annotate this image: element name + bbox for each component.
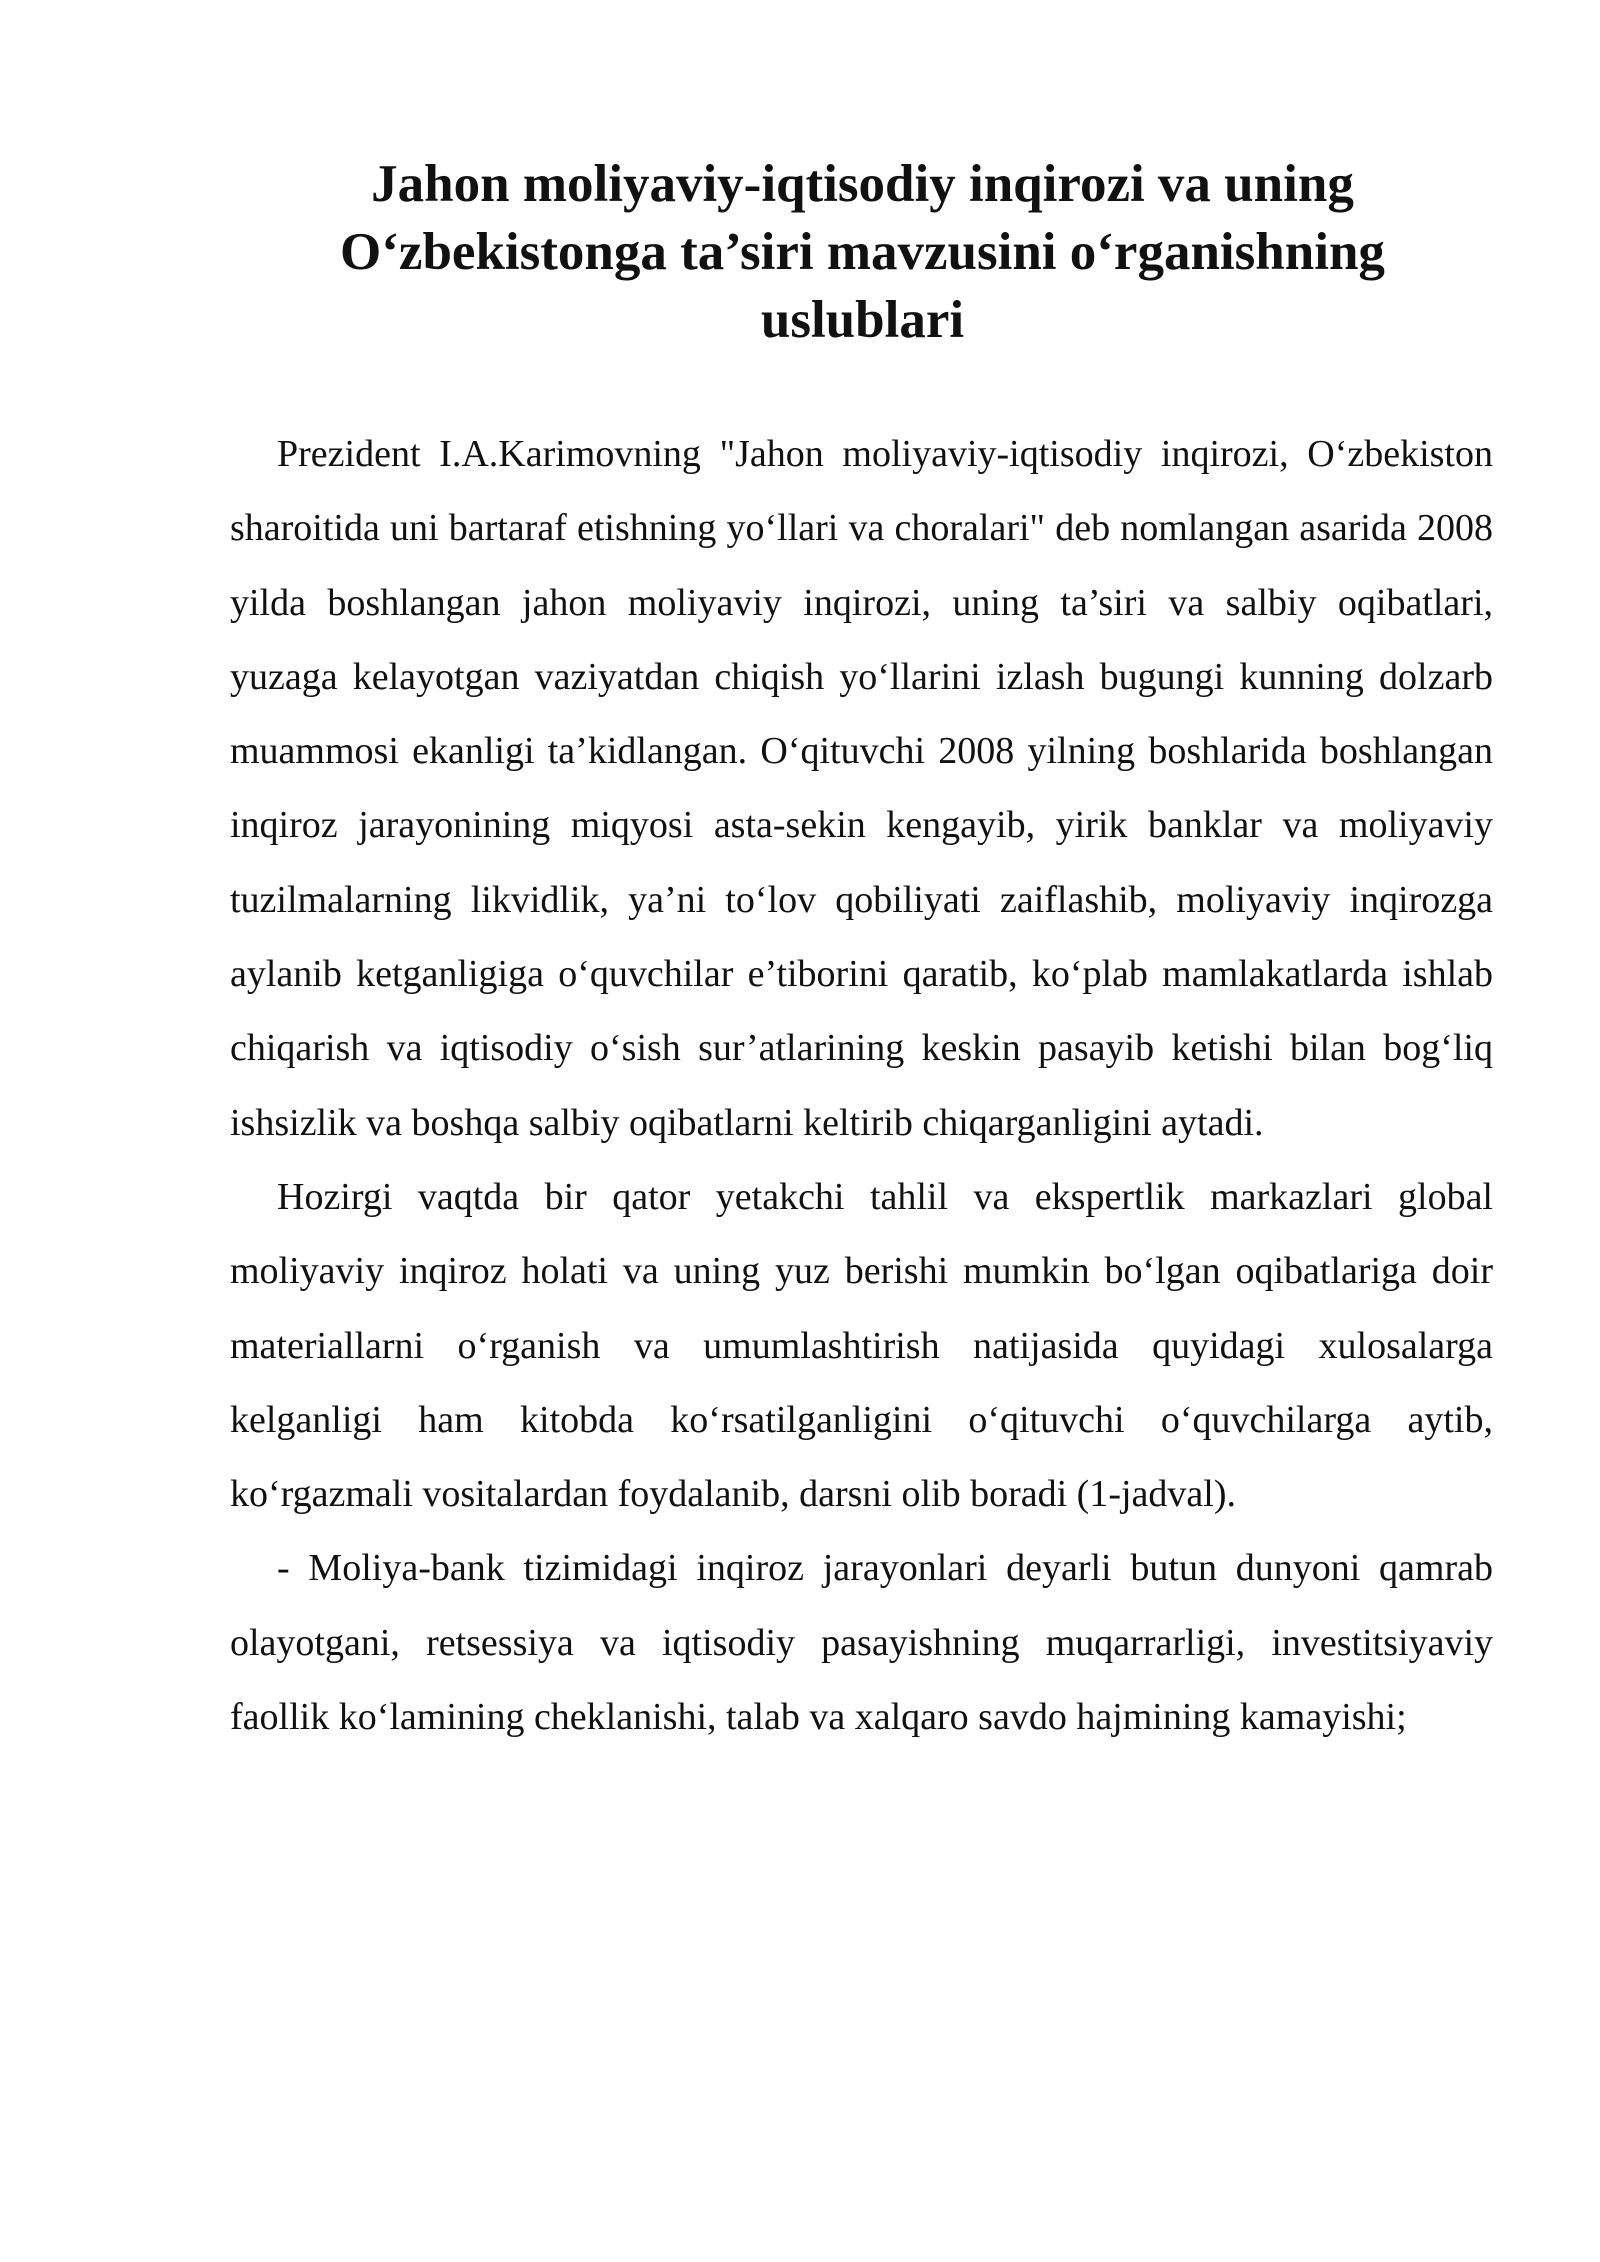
title-line: Jahon moliyaviy-iqtisodiy inqirozi va uning bbox=[371, 155, 1354, 213]
title-line: uslublari bbox=[760, 291, 965, 349]
paragraph: - Moliya-bank tizimidagi inqiroz jarayonlari deyarli butun dunyoni qamrab olayotgani, retsessiya va iqtisodiy pasayishning muqarrarligi, investitsiyaviy faollik ko‘lamining cheklanishi, talab va xalqaro savdo hajmining kamayishi; bbox=[230, 1547, 1493, 1739]
title-line: O‘zbekistonga ta’siri mavzusini o‘rganishning bbox=[340, 223, 1385, 281]
paragraph: Hozirgi vaqtda bir qator yetakchi tahlil va ekspertlik markazlari global moliyaviy inqiroz holati va uning yuz berishi mumkin bo‘lgan oqibatlariga doir materiallarni o‘rganish va umumlashtirish natijasida quyidagi xulosalarga kelganligi ham kitobda ko‘rsatilganligini o‘qituvchi o‘quvchilarga aytib, ko‘rgazmali vositalardan foydalanib, darsni olib boradi (1-jadval). bbox=[230, 1175, 1493, 1516]
document-body bbox=[230, 417, 1493, 1754]
document-title bbox=[230, 150, 1495, 354]
paragraph: Prezident I.A.Karimovning "Jahon moliyaviy-iqtisodiy inqirozi, O‘zbekiston sharoitida uni bartaraf etishning yo‘llari va choralari" deb nomlangan asarida 2008 yilda boshlangan jahon moliyaviy inqirozi, uning ta’siri va salbiy oqibatlari, yuzaga kelayotgan vaziyatdan chiqish yo‘llarini izlash bugungi kunning dolzarb muammosi ekanligi ta’kidlangan. O‘qituvchi 2008 yilning boshlarida boshlangan inqiroz jarayonining miqyosi asta-sekin kengayib, yirik banklar va moliyaviy tuzilmalarning likvidlik, ya’ni to‘lov qobiliyati zaiflashib, moliyaviy inqirozga aylanib ketganligiga o‘quvchilar e’tiborini qaratib, ko‘plab mamlakatlarda ishlab chiqarish va iqtisodiy o‘sish sur’atlarining keskin pasayib ketishi bilan bog‘liq ishsizlik va boshqa salbiy oqibatlarni keltirib chiqarganligini aytadi. bbox=[230, 433, 1493, 1144]
